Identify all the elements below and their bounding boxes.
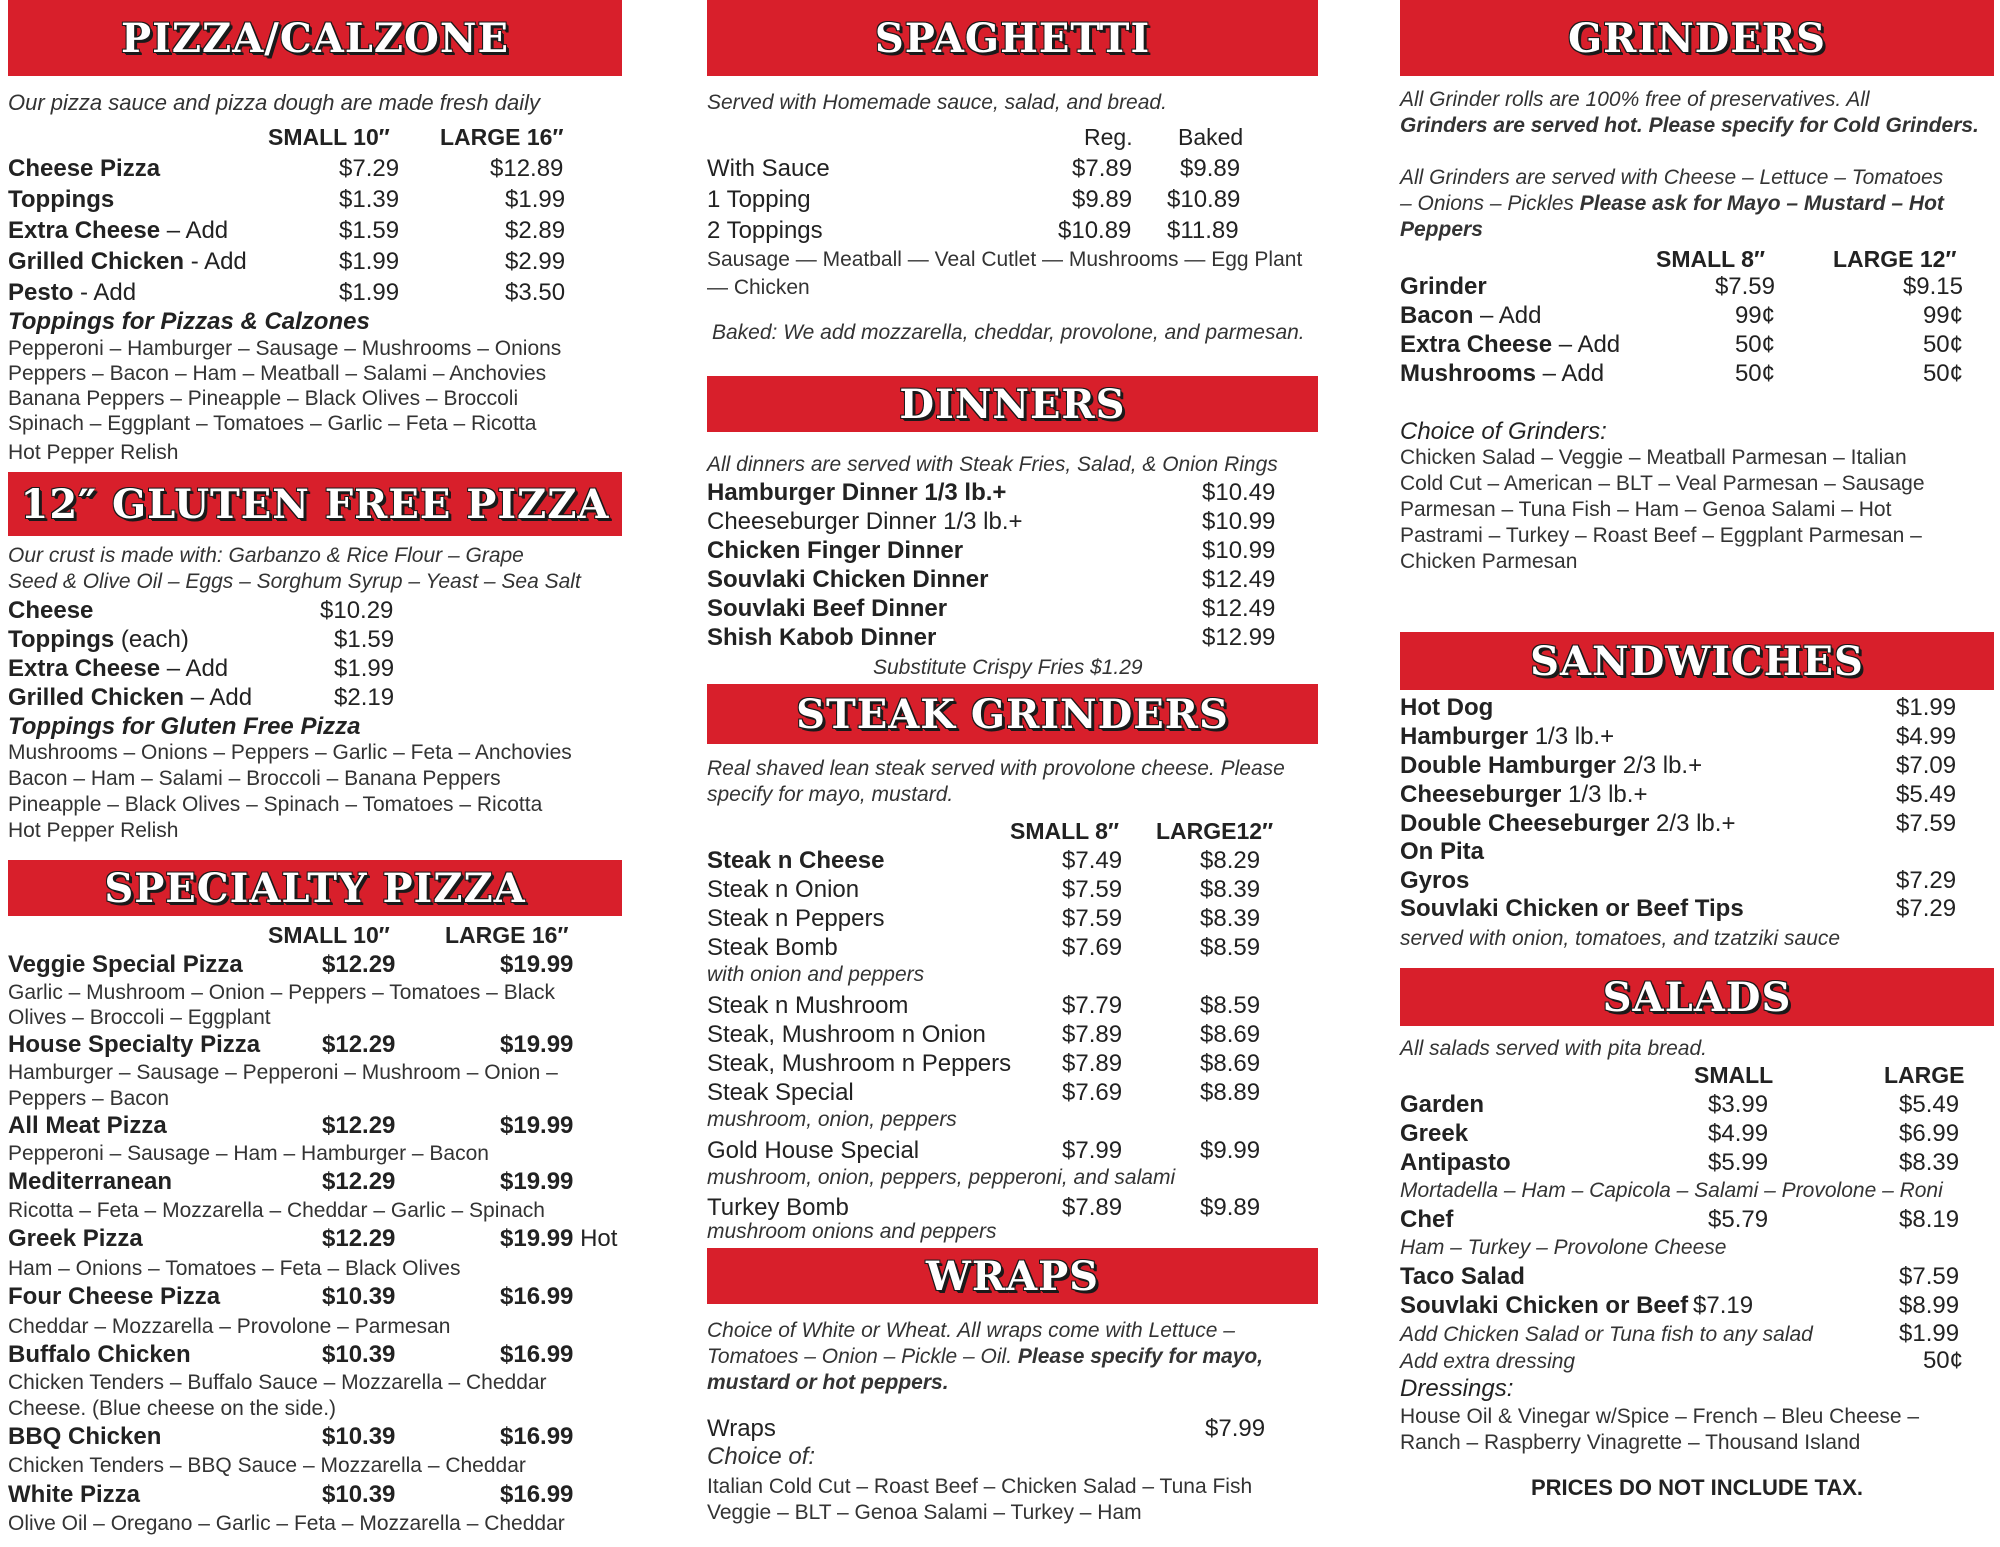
grinders-choice-line: Chicken Parmesan bbox=[1400, 550, 1578, 573]
pizza-large-header: LARGE 16″ bbox=[440, 124, 564, 150]
menu-item bbox=[8, 217, 228, 245]
grinders-intro-bold: Grinders are served hot. Please specify for Cold Grinders. bbox=[1400, 114, 1979, 137]
large-price: $12.89 bbox=[490, 155, 564, 182]
grinders-served-bold: Please ask for Mayo – Mustard – Hot bbox=[1579, 192, 1944, 215]
item-suffix: – Add bbox=[160, 217, 229, 244]
menu-item-desc: Ricotta – Feta – Mozzarella – Cheddar – Garlic – Spinach bbox=[8, 1199, 545, 1222]
section-title: SPECIALTY PIZZA bbox=[104, 864, 526, 912]
tax-note: PRICES DO NOT INCLUDE TAX. bbox=[1530, 1475, 1864, 1500]
small-price: 50¢ bbox=[1734, 331, 1775, 358]
large-price: $19.99 bbox=[500, 1112, 574, 1139]
baked-price: $11.89 bbox=[1167, 217, 1239, 244]
gluten-toppings-line: Bacon – Ham – Salami – Broccoli – Banana Peppers bbox=[8, 767, 501, 790]
item-name: Hamburger bbox=[1400, 723, 1529, 750]
menu-item-name: 2 Toppings bbox=[707, 217, 823, 244]
price: $12.49 bbox=[1202, 566, 1276, 593]
sandwiches-banner bbox=[1400, 632, 1994, 690]
menu-item-name: Cheeseburger Dinner 1/3 lb.+ bbox=[707, 508, 1023, 535]
large-price: $8.39 bbox=[1200, 905, 1261, 932]
price: $5.49 bbox=[1896, 781, 1957, 808]
item-name: Extra Cheese bbox=[8, 655, 161, 682]
menu-item-desc: Chicken Tenders – BBQ Sauce – Mozzarella – Cheddar bbox=[8, 1454, 526, 1477]
gluten-toppings-line: Hot Pepper Relish bbox=[8, 819, 179, 842]
salads-banner bbox=[1400, 968, 1994, 1026]
section-title: WRAPS bbox=[925, 1252, 1100, 1300]
small-price: $12.29 bbox=[322, 1031, 396, 1058]
menu-item-desc: Olives – Broccoli – Eggplant bbox=[8, 1006, 271, 1029]
small-price: 99¢ bbox=[1734, 302, 1775, 329]
spaghetti-options: — Chicken bbox=[707, 276, 810, 299]
reg-price: $10.89 bbox=[1058, 217, 1132, 244]
item-name: Grinder bbox=[1400, 273, 1487, 300]
menu-item-name: Mediterranean bbox=[8, 1168, 173, 1195]
menu-item-note: mushroom, onion, peppers, pepperoni, and salami bbox=[707, 1166, 1176, 1189]
large-price: $9.89 bbox=[1200, 1194, 1261, 1221]
large-price: $8.99 bbox=[1899, 1292, 1960, 1319]
menu-item-name: Shish Kabob Dinner bbox=[707, 624, 937, 651]
small-price: $12.29 bbox=[322, 1225, 396, 1252]
menu-item-name: House Specialty Pizza bbox=[8, 1031, 261, 1058]
large-price-value: $19.99 bbox=[500, 1225, 574, 1252]
grinders-choice-line: Pastrami – Turkey – Roast Beef – Eggplant Parmesan – bbox=[1400, 524, 1922, 547]
large-price: $19.99 bbox=[500, 1031, 574, 1058]
small-price: $1.99 bbox=[339, 279, 400, 306]
section-title: PIZZA/CALZONE bbox=[121, 14, 509, 62]
small-price: $5.99 bbox=[1708, 1149, 1769, 1176]
large-price: $2.99 bbox=[505, 248, 566, 275]
menu-item-name: BBQ Chicken bbox=[8, 1423, 162, 1450]
large-price: 50¢ bbox=[1922, 331, 1963, 358]
section-title: GRINDERS bbox=[1568, 14, 1826, 62]
menu-item-desc: Garlic – Mushroom – Onion – Peppers – Tomatoes – Black bbox=[8, 981, 556, 1004]
price: $10.49 bbox=[1202, 479, 1276, 506]
small-price: $7.89 bbox=[1062, 1050, 1123, 1077]
pizza-toppings-title: Toppings for Pizzas & Calzones bbox=[8, 308, 370, 335]
menu-item-name: Veggie Special Pizza bbox=[8, 951, 243, 978]
spaghetti-intro: Served with Homemade sauce, salad, and bread. bbox=[707, 91, 1167, 114]
large-price: $19.99 bbox=[500, 951, 574, 978]
spaghetti-banner bbox=[707, 0, 1318, 76]
large-price: $8.59 bbox=[1200, 992, 1261, 1019]
item-name: Cheeseburger bbox=[1400, 781, 1562, 808]
item-suffix: - Add bbox=[184, 248, 247, 275]
price: $1.99 bbox=[1899, 1320, 1960, 1347]
price: $1.99 bbox=[334, 655, 395, 682]
price: $10.29 bbox=[320, 597, 394, 624]
gluten-toppings-line: Mushrooms – Onions – Peppers – Garlic – Feta – Anchovies bbox=[8, 741, 572, 764]
large-price: $5.49 bbox=[1899, 1091, 1960, 1118]
menu-item-desc: Olive Oil – Oregano – Garlic – Feta – Mozzarella – Cheddar bbox=[8, 1512, 565, 1535]
menu-item-name: Souvlaki Beef Dinner bbox=[707, 595, 948, 622]
item-name: Hot Dog bbox=[1400, 694, 1494, 721]
small-price: $12.29 bbox=[322, 1112, 396, 1139]
large-price: $9.15 bbox=[1902, 273, 1963, 300]
price: $1.59 bbox=[334, 626, 395, 653]
baked-note: Baked: We add mozzarella, cheddar, provolone, and parmesan. bbox=[712, 321, 1305, 344]
item-suffix: 2/3 lb.+ bbox=[1616, 752, 1703, 779]
menu-item-name: Four Cheese Pizza bbox=[8, 1283, 221, 1310]
item-name: Grilled Chicken bbox=[8, 684, 185, 711]
menu-item-name: Hamburger Dinner 1/3 lb.+ bbox=[707, 479, 1007, 506]
wraps-item: Wraps bbox=[707, 1415, 776, 1442]
steak-large-header: LARGE12″ bbox=[1156, 818, 1274, 844]
menu-item-name: Greek Pizza bbox=[8, 1225, 143, 1252]
spaghetti-options: Sausage — Meatball — Veal Cutlet — Mushrooms — Egg Plant bbox=[707, 248, 1303, 271]
grinders-choice-line: Chicken Salad – Veggie – Meatball Parmesan – Italian bbox=[1400, 446, 1907, 469]
small-price: $5.79 bbox=[1708, 1206, 1769, 1233]
item-name: Toppings bbox=[8, 186, 115, 213]
menu-item-name: Steak n Peppers bbox=[707, 905, 885, 932]
small-price: $1.99 bbox=[339, 248, 400, 275]
dinners-banner bbox=[707, 376, 1318, 432]
item-name: Double Cheeseburger bbox=[1400, 810, 1650, 837]
price: $2.19 bbox=[334, 684, 395, 711]
reg-price: $9.89 bbox=[1072, 186, 1133, 213]
price: $1.99 bbox=[1896, 694, 1957, 721]
item-suffix: 2/3 lb.+ bbox=[1649, 810, 1736, 837]
grinders-served bbox=[1400, 191, 1944, 217]
sandwiches-note: served with onion, tomatoes, and tzatziki sauce bbox=[1400, 927, 1841, 950]
menu-item-name: Souvlaki Chicken Dinner bbox=[707, 566, 989, 593]
menu-item-name: Turkey Bomb bbox=[707, 1194, 849, 1221]
wraps-choice-line: Veggie – BLT – Genoa Salami – Turkey – Ham bbox=[707, 1501, 1142, 1524]
price: $10.99 bbox=[1202, 508, 1276, 535]
section-title: DINNERS bbox=[899, 380, 1126, 428]
pizza-calzone-banner bbox=[8, 0, 622, 76]
item-suffix: 1/3 lb.+ bbox=[1528, 723, 1615, 750]
menu-item-name: Buffalo Chicken bbox=[8, 1341, 191, 1368]
baked-header: Baked bbox=[1178, 124, 1244, 150]
menu-item-name: Garden bbox=[1400, 1091, 1485, 1118]
wraps-intro bbox=[707, 1344, 1263, 1370]
price: $12.49 bbox=[1202, 595, 1276, 622]
menu-item bbox=[1400, 723, 1614, 751]
menu-item-note: with onion and peppers bbox=[707, 963, 925, 986]
small-price: $7.69 bbox=[1062, 1079, 1123, 1106]
menu-item-name: Steak Bomb bbox=[707, 934, 838, 961]
menu-item bbox=[8, 186, 114, 214]
section-title: SANDWICHES bbox=[1530, 637, 1864, 685]
price: $7.29 bbox=[1896, 895, 1957, 922]
pizza-small-header: SMALL 10″ bbox=[268, 124, 390, 150]
section-title: STEAK GRINDERS bbox=[796, 690, 1229, 738]
menu-item-desc: Pepperoni – Sausage – Ham – Hamburger – Bacon bbox=[8, 1142, 489, 1165]
specialty-pizza-banner bbox=[8, 860, 622, 916]
menu-item-name: Taco Salad bbox=[1400, 1263, 1525, 1290]
small-price: $10.39 bbox=[322, 1423, 396, 1450]
price: $7.09 bbox=[1896, 752, 1957, 779]
section-title: SALADS bbox=[1602, 973, 1792, 1021]
large-price: $8.19 bbox=[1899, 1206, 1960, 1233]
steak-intro: Real shaved lean steak served with provolone cheese. Please bbox=[707, 757, 1285, 780]
menu-item-name: White Pizza bbox=[8, 1481, 141, 1508]
menu-item-name: Greek bbox=[1400, 1120, 1469, 1147]
small-price: $7.89 bbox=[1062, 1021, 1123, 1048]
wraps-intro-bold: Please specify for mayo, bbox=[1017, 1345, 1264, 1368]
small-price: $7.69 bbox=[1062, 934, 1123, 961]
menu-item-name: Steak n Onion bbox=[707, 876, 860, 903]
small-price: 50¢ bbox=[1734, 360, 1775, 387]
dressings-line: House Oil & Vinegar w/Spice – French – Bleu Cheese – bbox=[1400, 1405, 1920, 1428]
pizza-toppings-line: Peppers – Bacon – Ham – Meatball – Salami – Anchovies bbox=[8, 362, 547, 385]
item-suffix: – Add bbox=[160, 655, 229, 682]
small-price: $12.29 bbox=[322, 951, 396, 978]
menu-item bbox=[8, 597, 93, 625]
item-suffix: - Add bbox=[73, 279, 137, 306]
baked-price: $10.89 bbox=[1167, 186, 1241, 213]
large-price bbox=[500, 1225, 617, 1253]
large-price: $8.59 bbox=[1200, 934, 1261, 961]
salads-intro: All salads served with pita bread. bbox=[1400, 1037, 1707, 1060]
item-suffix: – Add bbox=[184, 684, 253, 711]
menu-item bbox=[1400, 302, 1541, 330]
menu-item-desc: Mortadella – Ham – Capicola – Salami – Provolone – Roni bbox=[1400, 1179, 1943, 1202]
menu-item-name: Steak Special bbox=[707, 1079, 854, 1106]
small-price: $10.39 bbox=[322, 1283, 396, 1310]
grinders-served-part: – Onions – Pickles bbox=[1400, 192, 1580, 215]
small-price: $4.99 bbox=[1708, 1120, 1769, 1147]
gluten-toppings-line: Pineapple – Black Olives – Spinach – Tomatoes – Ricotta bbox=[8, 793, 543, 816]
wraps-price: $7.99 bbox=[1205, 1415, 1266, 1442]
large-price: $2.89 bbox=[505, 217, 566, 244]
grinders-banner bbox=[1400, 0, 1994, 76]
grinders-choice-line: Parmesan – Tuna Fish – Ham – Genoa Salami – Hot bbox=[1400, 498, 1892, 521]
pizza-toppings-line: Pepperoni – Hamburger – Sausage – Mushrooms – Onions bbox=[8, 337, 562, 360]
item-suffix: (each) bbox=[114, 626, 189, 653]
menu-item bbox=[8, 684, 252, 712]
small-price: $10.39 bbox=[322, 1481, 396, 1508]
menu-item bbox=[1400, 867, 1469, 895]
small-price: $3.99 bbox=[1708, 1091, 1769, 1118]
item-name: Toppings bbox=[8, 626, 115, 653]
large-price: $19.99 bbox=[500, 1168, 574, 1195]
price: $7.59 bbox=[1896, 810, 1957, 837]
menu-item-desc: Chicken Tenders – Buffalo Sauce – Mozzarella – Cheddar bbox=[8, 1371, 547, 1394]
menu-item bbox=[1400, 810, 1735, 838]
large-price: $16.99 bbox=[500, 1481, 574, 1508]
menu-item-name: Steak, Mushroom n Peppers bbox=[707, 1050, 1012, 1077]
pizza-toppings-line: Hot Pepper Relish bbox=[8, 441, 179, 464]
baked-price: $9.89 bbox=[1180, 155, 1241, 182]
small-price: $7.89 bbox=[1062, 1194, 1123, 1221]
salads-large-header: LARGE bbox=[1884, 1062, 1965, 1088]
item-name: Gyros bbox=[1400, 867, 1470, 894]
menu-item-note: mushroom onions and peppers bbox=[707, 1220, 997, 1243]
salads-add-dressing: Add extra dressing bbox=[1400, 1350, 1576, 1373]
item-name: Extra Cheese bbox=[1400, 331, 1553, 358]
dinners-intro: All dinners are served with Steak Fries, Salad, & Onion Rings bbox=[707, 453, 1278, 476]
small-price: $12.29 bbox=[322, 1168, 396, 1195]
item-name: Extra Cheese bbox=[8, 217, 161, 244]
small-price: $7.59 bbox=[1714, 273, 1775, 300]
small-price: $7.29 bbox=[339, 155, 400, 182]
grinders-small-header: SMALL 8″ bbox=[1656, 246, 1765, 272]
menu-item-desc: Peppers – Bacon bbox=[8, 1087, 170, 1110]
large-price: $8.69 bbox=[1200, 1050, 1261, 1077]
small-price: $7.59 bbox=[1062, 905, 1123, 932]
menu-item bbox=[1400, 273, 1487, 301]
menu-item-desc: Ham – Onions – Tomatoes – Feta – Black Olives bbox=[8, 1257, 461, 1280]
menu-item bbox=[1400, 838, 1484, 866]
steak-intro: specify for mayo, mustard. bbox=[707, 783, 954, 806]
pizza-intro: Our pizza sauce and pizza dough are made fresh daily bbox=[8, 90, 540, 115]
small-price: $7.99 bbox=[1062, 1137, 1123, 1164]
gluten-toppings-title: Toppings for Gluten Free Pizza bbox=[8, 713, 361, 740]
menu-item-name: Steak n Mushroom bbox=[707, 992, 909, 1019]
large-price: 99¢ bbox=[1922, 302, 1963, 329]
wraps-intro: Choice of White or Wheat. All wraps come with Lettuce – bbox=[707, 1319, 1235, 1342]
large-price: $3.50 bbox=[505, 279, 566, 306]
small-price: $1.59 bbox=[339, 217, 400, 244]
large-price: $8.39 bbox=[1200, 876, 1261, 903]
menu-item bbox=[8, 626, 189, 654]
menu-item-name: Steak, Mushroom n Onion bbox=[707, 1021, 986, 1048]
menu-item-name: 1 Topping bbox=[707, 186, 811, 213]
small-price: $7.49 bbox=[1062, 847, 1123, 874]
menu-item-name: With Sauce bbox=[707, 155, 830, 182]
wraps-intro-bold: mustard or hot peppers. bbox=[707, 1371, 949, 1394]
large-price: $16.99 bbox=[500, 1341, 574, 1368]
menu-item-desc: Cheddar – Mozzarella – Provolone – Parmesan bbox=[8, 1315, 451, 1338]
steak-small-header: SMALL 8″ bbox=[1010, 818, 1119, 844]
menu-item bbox=[8, 279, 136, 307]
steak-grinders-banner bbox=[707, 684, 1318, 744]
section-title: SPAGHETTI bbox=[874, 14, 1151, 62]
grinders-choice-title: Choice of Grinders: bbox=[1400, 418, 1607, 445]
item-suffix: – Add bbox=[1552, 331, 1621, 358]
large-price: $6.99 bbox=[1899, 1120, 1960, 1147]
large-price: $8.69 bbox=[1200, 1021, 1261, 1048]
menu-item bbox=[1400, 895, 1744, 923]
wraps-choice-title: Choice of: bbox=[707, 1443, 816, 1470]
gluten-crust-line: Our crust is made with: Garbanzo & Rice Flour – Grape bbox=[8, 544, 524, 567]
item-name: Souvlaki Chicken or Beef Tips bbox=[1400, 895, 1744, 922]
item-suffix: 1/3 lb.+ bbox=[1561, 781, 1648, 808]
item-suffix: – Add bbox=[1473, 302, 1542, 329]
item-name: On Pita bbox=[1400, 838, 1485, 865]
specialty-small-header: SMALL 10″ bbox=[268, 922, 390, 948]
dressings-line: Ranch – Raspberry Vinagrette – Thousand Island bbox=[1400, 1431, 1861, 1454]
menu-item-name: Chicken Finger Dinner bbox=[707, 537, 964, 564]
reg-header: Reg. bbox=[1084, 124, 1133, 150]
menu-item-name: Chef bbox=[1400, 1206, 1454, 1233]
large-price: $8.39 bbox=[1899, 1149, 1960, 1176]
wraps-intro-part: Tomatoes – Onion – Pickle – Oil. bbox=[707, 1345, 1018, 1368]
menu-item bbox=[1400, 752, 1702, 780]
menu-item bbox=[8, 248, 247, 276]
specialty-large-header: LARGE 16″ bbox=[445, 922, 569, 948]
menu-item-name: All Meat Pizza bbox=[8, 1112, 167, 1139]
grinders-large-header: LARGE 12″ bbox=[1833, 246, 1957, 272]
small-price: $7.59 bbox=[1062, 876, 1123, 903]
large-price: $1.99 bbox=[505, 186, 566, 213]
large-price: $16.99 bbox=[500, 1283, 574, 1310]
item-name: Mushrooms bbox=[1400, 360, 1537, 387]
large-price: $8.29 bbox=[1200, 847, 1261, 874]
menu-item bbox=[1400, 331, 1620, 359]
large-price: 50¢ bbox=[1922, 360, 1963, 387]
price: $12.99 bbox=[1202, 624, 1276, 651]
gluten-crust-line: Seed & Olive Oil – Eggs – Sorghum Syrup – Yeast – Sea Salt bbox=[8, 570, 581, 593]
price: $10.99 bbox=[1202, 537, 1276, 564]
salads-small-header: SMALL bbox=[1694, 1062, 1774, 1088]
menu-item-desc: Cheese. (Blue cheese on the side.) bbox=[8, 1397, 337, 1420]
menu-item bbox=[8, 655, 228, 683]
item-name: Pesto bbox=[8, 279, 74, 306]
dinners-note: Substitute Crispy Fries $1.29 bbox=[873, 656, 1143, 679]
grinders-served: All Grinders are served with Cheese – Lettuce – Tomatoes bbox=[1400, 166, 1944, 189]
item-suffix: – Add bbox=[1536, 360, 1605, 387]
wraps-banner bbox=[707, 1248, 1318, 1304]
menu-item bbox=[1400, 781, 1647, 809]
grinders-intro: All Grinder rolls are 100% free of preservatives. All bbox=[1400, 88, 1870, 111]
dressings-title: Dressings: bbox=[1400, 1375, 1514, 1402]
price: $7.29 bbox=[1896, 867, 1957, 894]
price: $7.59 bbox=[1899, 1263, 1960, 1290]
item-name: Double Hamburger bbox=[1400, 752, 1617, 779]
menu-item-name: Steak n Cheese bbox=[707, 847, 885, 874]
menu-item-name: Souvlaki Chicken or Beef bbox=[1400, 1292, 1689, 1319]
grinders-choice-line: Cold Cut – American – BLT – Veal Parmesan – Sausage bbox=[1400, 472, 1925, 495]
small-price: $7.19 bbox=[1693, 1292, 1754, 1319]
menu-item bbox=[8, 155, 160, 183]
large-price: $9.99 bbox=[1200, 1137, 1261, 1164]
pizza-toppings-line: Banana Peppers – Pineapple – Black Olives – Broccoli bbox=[8, 387, 519, 410]
grinders-served-bold: Peppers bbox=[1400, 218, 1483, 241]
item-name: Cheese bbox=[8, 597, 94, 624]
menu-item-desc: Ham – Turkey – Provolone Cheese bbox=[1400, 1236, 1727, 1259]
menu-item-note: mushroom, onion, peppers bbox=[707, 1108, 957, 1131]
large-price: $16.99 bbox=[500, 1423, 574, 1450]
menu-item bbox=[1400, 694, 1493, 722]
large-price: $8.89 bbox=[1200, 1079, 1261, 1106]
section-title: 12″ GLUTEN FREE PIZZA bbox=[20, 480, 610, 528]
salads-add-chicken: Add Chicken Salad or Tuna fish to any salad bbox=[1400, 1323, 1813, 1346]
item-name: Cheese Pizza bbox=[8, 155, 161, 182]
menu-item-name: Antipasto bbox=[1400, 1149, 1511, 1176]
pizza-toppings-line: Spinach – Eggplant – Tomatoes – Garlic – Feta – Ricotta bbox=[8, 412, 537, 435]
price: 50¢ bbox=[1922, 1347, 1963, 1374]
price-extra: Hot bbox=[573, 1225, 618, 1252]
small-price: $1.39 bbox=[339, 186, 400, 213]
small-price: $10.39 bbox=[322, 1341, 396, 1368]
menu-item-name: Gold House Special bbox=[707, 1137, 920, 1164]
item-name: Bacon bbox=[1400, 302, 1474, 329]
gluten-free-banner bbox=[8, 472, 622, 536]
item-name: Grilled Chicken bbox=[8, 248, 185, 275]
price: $4.99 bbox=[1896, 723, 1957, 750]
small-price: $7.79 bbox=[1062, 992, 1123, 1019]
wraps-choice-line: Italian Cold Cut – Roast Beef – Chicken Salad – Tuna Fish bbox=[707, 1475, 1253, 1498]
menu-item-desc: Hamburger – Sausage – Pepperoni – Mushroom – Onion – bbox=[8, 1061, 558, 1084]
reg-price: $7.89 bbox=[1072, 155, 1133, 182]
menu-item bbox=[1400, 360, 1604, 388]
